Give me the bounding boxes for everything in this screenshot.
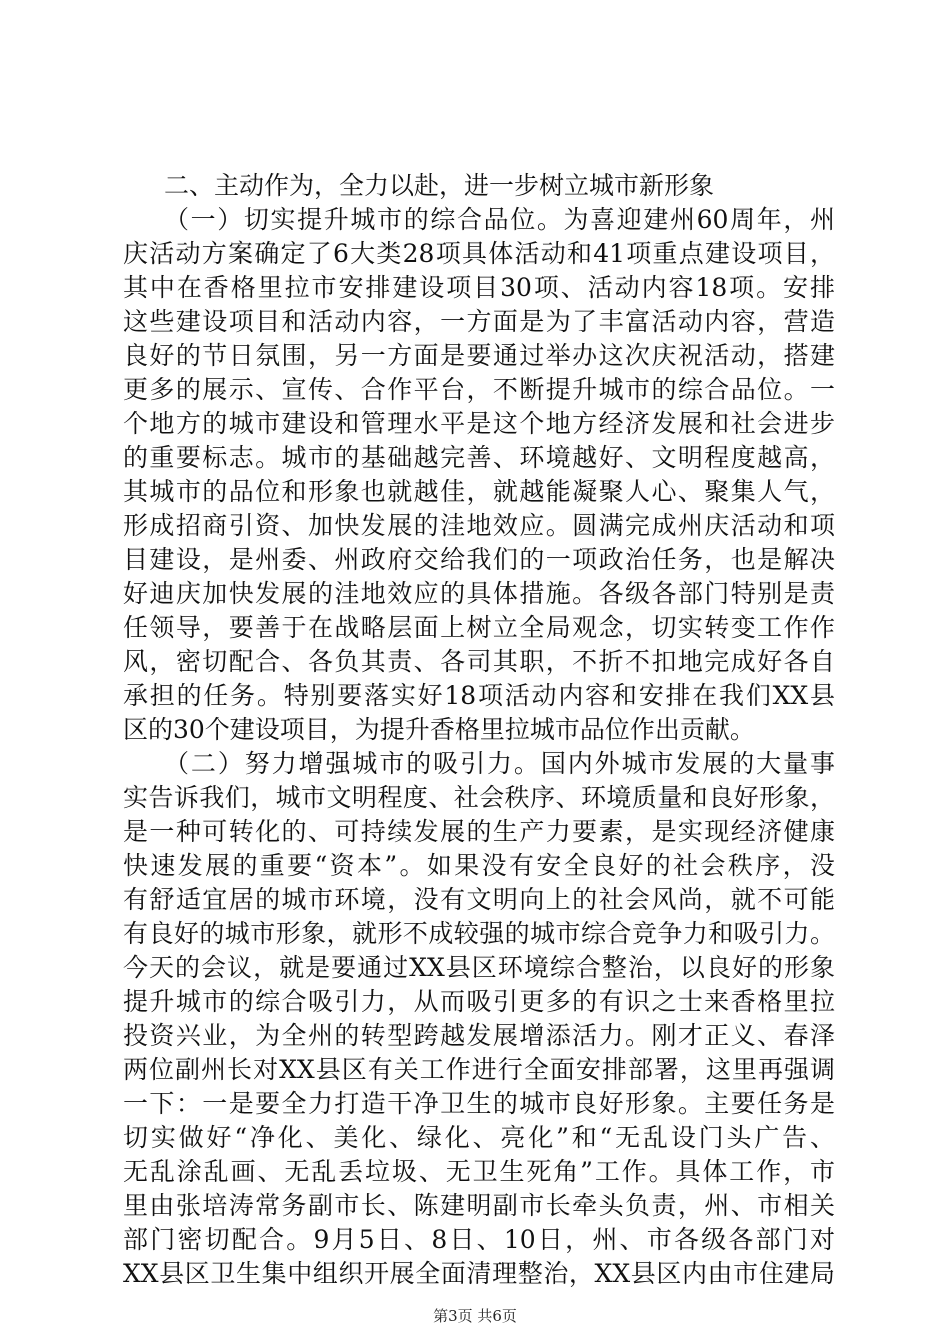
paragraph-line: 无乱涂乱画、无乱丢垃圾、无卫生死角”工作。具体工作，市 [123, 1157, 835, 1186]
paragraph-line: 形成招商引资、加快发展的洼地效应。圆满完成州庆活动和项 [123, 511, 835, 540]
paragraph-line: 的重要标志。城市的基础越完善、环境越好、文明程度越高， [123, 443, 835, 472]
paragraph-line: 目建设，是州委、州政府交给我们的一项政治任务，也是解决 [123, 545, 835, 574]
paragraph-line: 有舒适宜居的城市环境，没有文明向上的社会风尚，就不可能 [123, 885, 835, 914]
paragraph-line: 任领导，要善于在战略层面上树立全局观念，切实转变工作作 [123, 613, 835, 642]
paragraph-line: （一）切实提升城市的综合品位。为喜迎建州60周年，州 [164, 205, 835, 234]
paragraph-line: 今天的会议，就是要通过XX县区环境综合整治，以良好的形象 [123, 953, 835, 982]
paragraph-line: 这些建设项目和活动内容，一方面是为了丰富活动内容，营造 [123, 307, 835, 336]
paragraph-line: 好迪庆加快发展的洼地效应的具体措施。各级各部门特别是责 [123, 579, 835, 608]
paragraph-line: 两位副州长对XX县区有关工作进行全面安排部署，这里再强调 [123, 1055, 835, 1084]
paragraph-line: 个地方的城市建设和管理水平是这个地方经济发展和社会进步 [123, 409, 835, 438]
paragraph-line: XX县区卫生集中组织开展全面清理整治，XX县区内由市住建局 [123, 1259, 835, 1288]
paragraph-line: 其城市的品位和形象也就越佳，就越能凝聚人心、聚集人气， [123, 477, 835, 506]
paragraph-line: （二）努力增强城市的吸引力。国内外城市发展的大量事 [164, 749, 835, 778]
paragraph-line: 是一种可转化的、可持续发展的生产力要素，是实现经济健康 [123, 817, 835, 846]
paragraph-line: 一下：一是要全力打造干净卫生的城市良好形象。主要任务是 [123, 1089, 835, 1118]
paragraph-line: 投资兴业，为全州的转型跨越发展增添活力。刚才正义、春泽 [123, 1021, 835, 1050]
document-body [123, 169, 835, 1291]
paragraph-line: 更多的展示、宣传、合作平台，不断提升城市的综合品位。一 [123, 375, 835, 404]
section-heading: 二、主动作为，全力以赴，进一步树立城市新形象 [164, 171, 715, 200]
paragraph-line: 风，密切配合、各负其责、各司其职，不折不扣地完成好各自 [123, 647, 835, 676]
paragraph-line: 承担的任务。特别要落实好18项活动内容和安排在我们XX县 [123, 681, 835, 710]
paragraph-line: 区的30个建设项目，为提升香格里拉城市品位作出贡献。 [123, 715, 755, 744]
paragraph-line: 有良好的城市形象，就形不成较强的城市综合竞争力和吸引力。 [123, 919, 835, 948]
paragraph-line: 庆活动方案确定了6大类28项具体活动和41项重点建设项目， [123, 239, 835, 268]
paragraph-line: 实告诉我们，城市文明程度、社会秩序、环境质量和良好形象， [123, 783, 835, 812]
paragraph-line: 切实做好“净化、美化、绿化、亮化”和“无乱设门头广告、 [123, 1123, 835, 1152]
page-number-footer: 第3页 共6页 [433, 1307, 517, 1325]
paragraph-line: 部门密切配合。9月5日、8日、10日，州、市各级各部门对 [123, 1225, 835, 1254]
paragraph-line: 快速发展的重要“资本”。如果没有安全良好的社会秩序，没 [123, 851, 835, 880]
paragraph-line: 其中在香格里拉市安排建设项目30项、活动内容18项。安排 [123, 273, 835, 302]
paragraph-line: 提升城市的综合吸引力，从而吸引更多的有识之士来香格里拉 [123, 987, 835, 1016]
paragraph-line: 良好的节日氛围，另一方面是要通过举办这次庆祝活动，搭建 [123, 341, 835, 370]
paragraph-line: 里由张培涛常务副市长、陈建明副市长牵头负责，州、市相关 [123, 1191, 835, 1220]
